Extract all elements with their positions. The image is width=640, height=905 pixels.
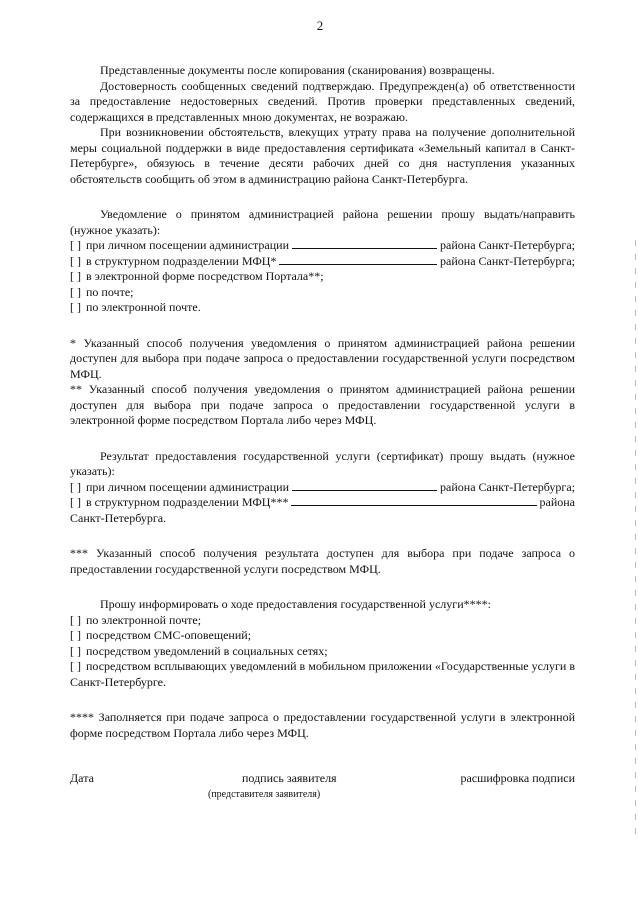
option-label: посредством уведомлений в социальных сетях; (86, 643, 328, 658)
footnote-mfc: * Указанный способ получения уведомления о принятом администрацией района решении доступен для выбора при подаче запроса о предоставлении государственной услуги посредством МФЦ. (70, 335, 575, 381)
checkbox[interactable]: [ ] (70, 659, 81, 673)
option-label: посредством всплывающих уведомлений в мобильном приложении «Государственные услуги в Санкт-Петербурге. (70, 659, 575, 689)
accuracy-confirmation-text: Достоверность сообщенных сведений подтверждаю. Предупрежден(а) об ответственности за предоставление недостоверных сведений. Против проверки представленных сведений, содержащихся в представленных мною документах, не возражаю. (70, 78, 575, 124)
blank-line[interactable] (279, 255, 437, 265)
checkbox[interactable]: [ ] (70, 238, 81, 252)
progress-option-sms[interactable] (70, 628, 575, 644)
option-label-tail: района Санкт-Петербурга; (440, 253, 575, 268)
option-label: в электронной форме посредством Портала**; (86, 269, 324, 283)
progress-heading: Прошу информировать о ходе предоставления государственной услуги****: (100, 597, 491, 611)
checkbox[interactable]: [ ] (70, 479, 81, 494)
notification-option-admin[interactable] (70, 238, 575, 254)
date-label: Дата (70, 771, 94, 785)
notification-option-mfc[interactable] (70, 254, 575, 270)
option-label: по почте; (86, 284, 134, 299)
notification-option-post[interactable] (70, 285, 575, 301)
checkbox[interactable]: [ ] (70, 643, 81, 658)
checkbox[interactable]: [ ] (70, 612, 81, 627)
option-label-tail: района Санкт-Петербурга; (440, 479, 575, 494)
document-body (70, 63, 575, 811)
signature-label: подпись заявителя (242, 771, 337, 785)
checkbox[interactable]: [ ] (70, 284, 81, 299)
page-number: 2 (316, 18, 324, 33)
notification-heading: Уведомление о принятом администрацией района решении прошу выдать/направить (нужное указать): (70, 207, 575, 237)
checkbox[interactable]: [ ] (70, 495, 81, 509)
footnote-progress: **** Заполняется при подаче запроса о предоставлении государственной услуги в электронной форме посредством Портала либо через МФЦ. (70, 710, 575, 740)
blank-line[interactable] (292, 481, 437, 491)
option-label: в структурном подразделении МФЦ* (86, 253, 277, 268)
checkbox[interactable]: [ ] (70, 269, 81, 283)
option-label: при личном посещении администрации (86, 479, 290, 494)
scan-edge-mark (635, 240, 636, 840)
footnote-result: *** Указанный способ получения результата доступен для выбора при подаче запроса о предоставлении государственной услуги посредством МФЦ. (70, 546, 575, 576)
obligation-text: При возникновении обстоятельств, влекущих утрату права на получение дополнительной меры социальной поддержки в виде предоставления сертификата «Земельный капитал в Санкт-Петербурге», обязуюсь в течение десяти рабочих дней со дня наступления указанных обстоятельств сообщить об этом в администрацию района Санкт-Петербурга. (70, 125, 575, 186)
progress-option-app[interactable] (70, 659, 575, 690)
result-option-mfc-continuation: Санкт-Петербурга. (70, 510, 167, 525)
option-label: в структурном подразделении МФЦ*** (86, 495, 289, 509)
documents-returned-text: Представленные документы после копирования (сканирования) возвращены. (100, 63, 495, 77)
footnote-portal: ** Указанный способ получения уведомления о принятом администрацией района решении доступен для выбора при подаче запроса о предоставлении государственной услуги в электронной форме посредством Портала либо через МФЦ. (70, 382, 575, 427)
blank-line[interactable] (291, 496, 536, 506)
progress-option-email[interactable] (70, 613, 575, 629)
signature-note: (представителя заявителя) (208, 789, 321, 800)
checkbox[interactable]: [ ] (70, 253, 81, 268)
option-label: по электронной почте. (86, 300, 201, 314)
blank-line[interactable] (292, 239, 437, 249)
progress-option-social[interactable] (70, 644, 575, 660)
option-label: по электронной почте; (86, 612, 202, 627)
option-label: посредством СМС-оповещений; (86, 628, 252, 642)
checkbox[interactable]: [ ] (70, 628, 81, 642)
option-label-tail: района (539, 495, 575, 509)
decoding-label: расшифровка подписи (460, 771, 575, 785)
result-heading: Результат предоставления государственной услуги (сертификат) прошу выдать (нужное указать): (70, 448, 575, 478)
result-option-mfc[interactable] (70, 495, 575, 511)
option-label: при личном посещении администрации (86, 238, 290, 252)
result-option-admin[interactable] (70, 480, 575, 496)
signature-block (70, 771, 575, 811)
notification-option-email[interactable] (70, 300, 575, 316)
notification-option-portal[interactable] (70, 269, 575, 285)
option-label-tail: района Санкт-Петербурга; (440, 238, 575, 252)
checkbox[interactable]: [ ] (70, 300, 81, 314)
